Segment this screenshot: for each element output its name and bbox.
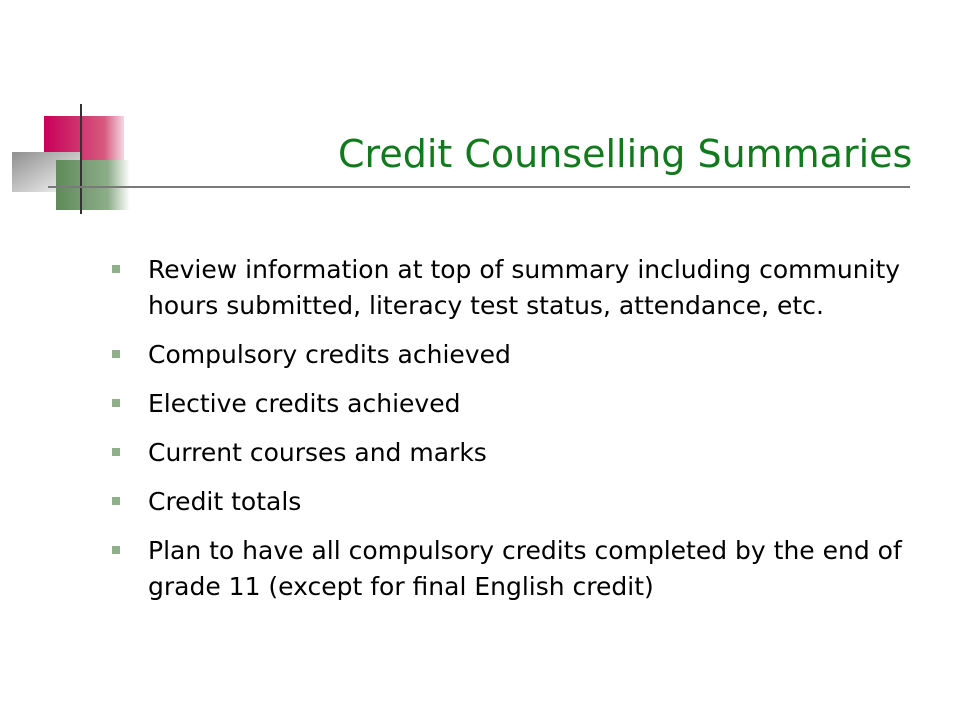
bullet-text: Compulsory credits achieved [148,340,511,369]
bullet-square-icon [112,265,120,273]
bullet-text: Current courses and marks [148,438,487,467]
bullet-item-1 [112,252,912,324]
bullet-item-4 [112,435,912,471]
bullet-list [112,252,912,618]
bullet-square-icon [112,399,120,407]
bullet-text: Plan to have all compulsory credits completed by the end of grade 11 (except for final English credit) [148,536,902,601]
bullet-item-3 [112,386,912,422]
bullet-text: Review information at top of summary including community hours submitted, literacy test status, attendance, etc. [148,255,901,320]
bullet-square-icon [112,546,120,554]
green-square [56,160,130,210]
slide-title: Credit Counselling Summaries [338,132,913,176]
bullet-item-2 [112,337,912,373]
bullet-text: Elective credits achieved [148,389,461,418]
bullet-text: Credit totals [148,487,302,516]
bullet-square-icon [112,350,120,358]
bullet-item-6 [112,533,912,605]
bullet-item-5 [112,484,912,520]
bullet-square-icon [112,448,120,456]
bullet-square-icon [112,497,120,505]
title-underline [48,186,910,188]
decorative-squares-graphic [0,0,140,230]
